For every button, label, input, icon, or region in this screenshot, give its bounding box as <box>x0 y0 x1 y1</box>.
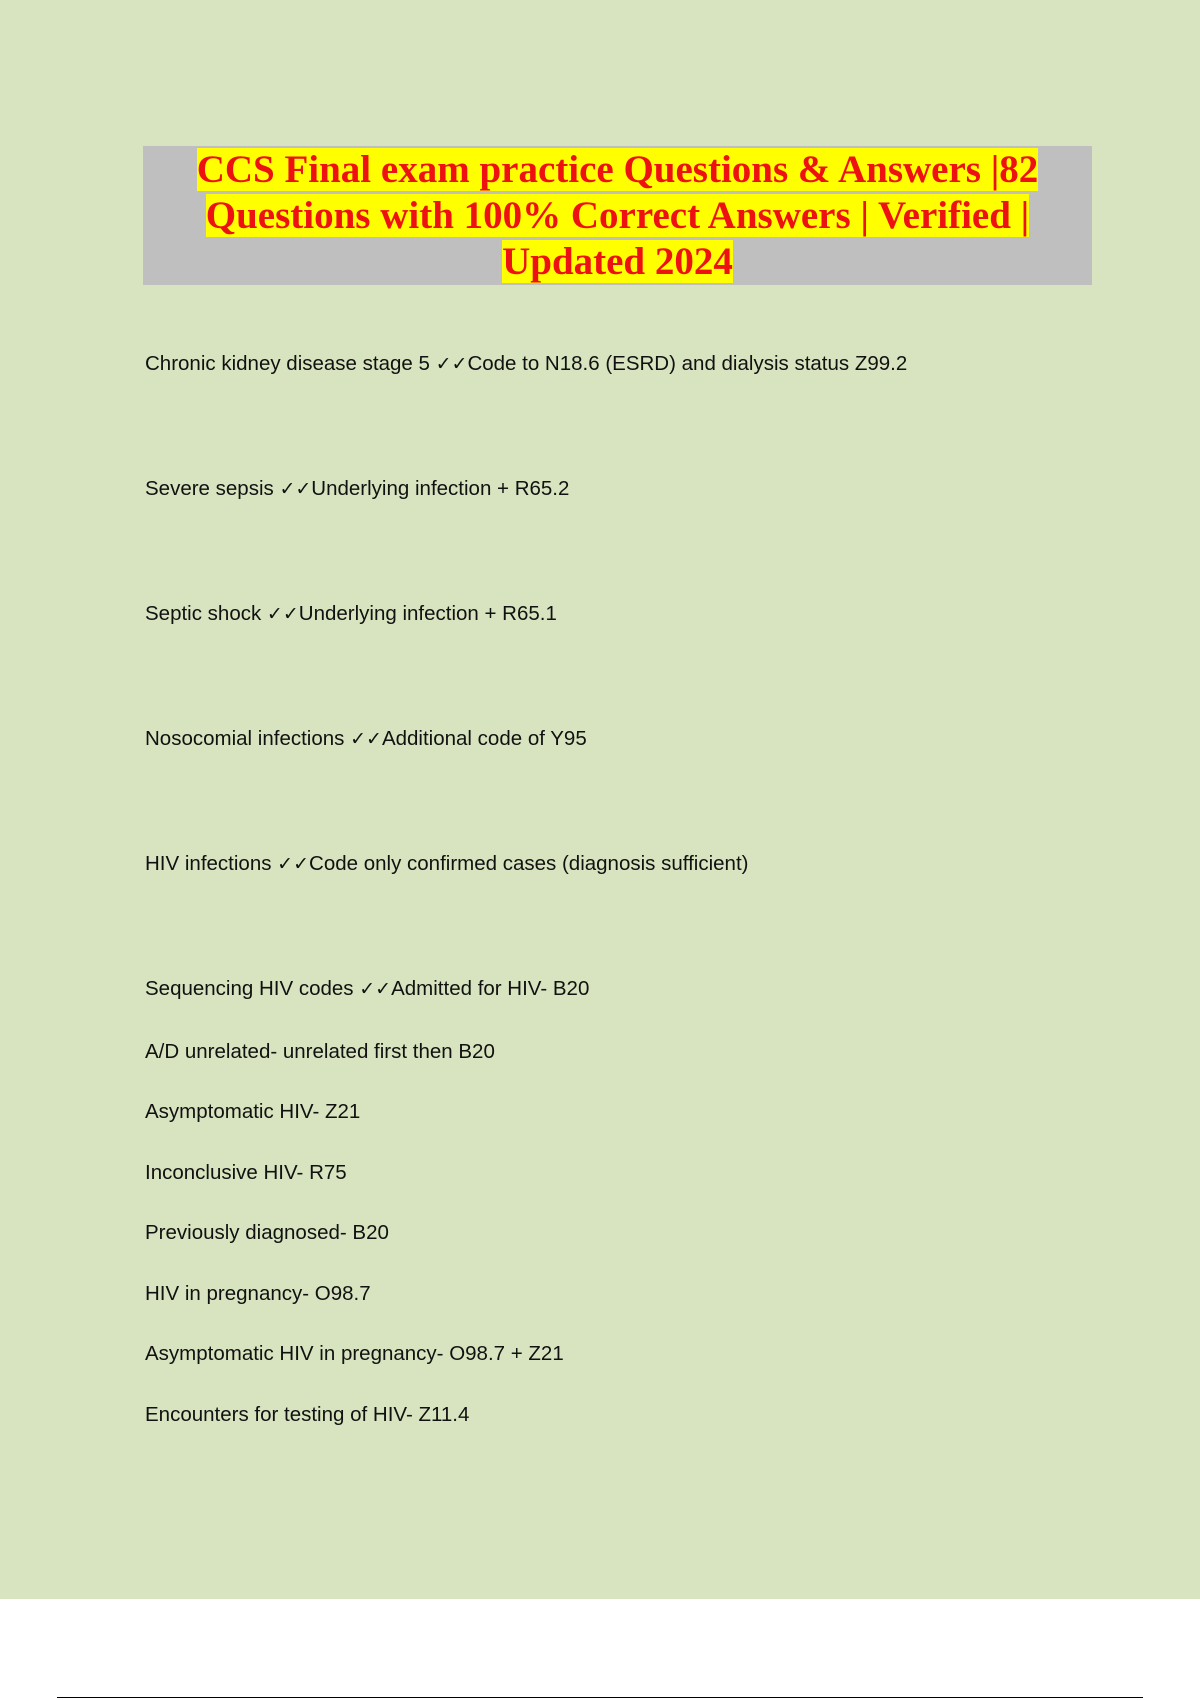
sequencing-detail-line: Inconclusive HIV- R75 <box>145 1161 347 1184</box>
answer-text: Code to N18.6 (ESRD) and dialysis status Z99.2 <box>467 352 908 375</box>
sequencing-detail-line: Previously diagnosed- B20 <box>145 1221 389 1244</box>
answer-text: Underlying infection + R65.2 <box>311 477 570 500</box>
question-text: Sequencing HIV codes <box>145 977 360 1000</box>
qa-item-ckd <box>145 351 907 377</box>
footer-divider <box>57 1697 1143 1698</box>
answer-text: Additional code of Y95 <box>381 727 587 750</box>
double-check-icon: ✓✓ <box>266 603 299 625</box>
question-text: Nosocomial infections <box>145 727 351 750</box>
document-title-line-1: CCS Final exam practice Questions & Answers |82 <box>196 147 1039 191</box>
double-check-icon: ✓✓ <box>435 353 468 375</box>
double-check-icon: ✓✓ <box>359 978 392 1000</box>
qa-item-severe-sepsis <box>145 476 569 502</box>
qa-item-nosocomial <box>145 726 587 752</box>
question-text: Severe sepsis <box>145 477 280 500</box>
sequencing-detail-line: Asymptomatic HIV- Z21 <box>145 1100 361 1123</box>
sequencing-detail-line: HIV in pregnancy- O98.7 <box>145 1282 371 1305</box>
question-text: Septic shock <box>145 602 267 625</box>
question-text: HIV infections <box>145 852 278 875</box>
qa-item-hiv-infections <box>145 851 748 877</box>
answer-text: Admitted for HIV- B20 <box>391 977 590 1000</box>
sequencing-detail-line: Asymptomatic HIV in pregnancy- O98.7 + Z21 <box>145 1342 564 1365</box>
sequencing-detail-line: Encounters for testing of HIV- Z11.4 <box>145 1403 470 1426</box>
sequencing-detail-line: A/D unrelated- unrelated first then B20 <box>145 1040 495 1063</box>
answer-text: Underlying infection + R65.1 <box>298 602 557 625</box>
document-title-line-3: Updated 2024 <box>502 239 733 283</box>
question-text: Chronic kidney disease stage 5 <box>145 352 436 375</box>
double-check-icon: ✓✓ <box>279 478 312 500</box>
qa-item-sequencing-hiv <box>145 976 589 1002</box>
double-check-icon: ✓✓ <box>350 728 382 750</box>
qa-item-septic-shock <box>145 601 557 627</box>
document-title-banner <box>143 146 1092 285</box>
answer-text: Code only confirmed cases (diagnosis sufficient) <box>309 852 749 875</box>
double-check-icon: ✓✓ <box>277 853 310 875</box>
document-title-line-2: Questions with 100% Correct Answers | Verified | <box>205 193 1030 237</box>
